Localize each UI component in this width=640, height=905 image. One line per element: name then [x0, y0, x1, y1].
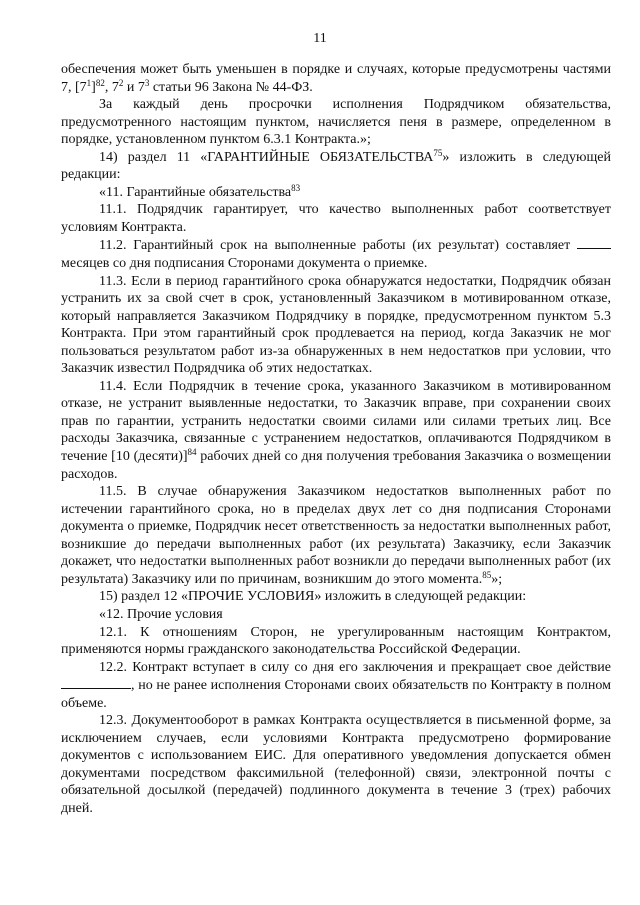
page-number: 11: [313, 31, 327, 46]
clause-11-4: 11.4. Если Подрядчик в течение срока, указанного Заказчиком в мотивированном отказе, не устранит выявленные недостатки, то Заказчик вправе, при сохранении своих прав по гарантии, устранить недостатки своими силами или силами третьих лиц. Все расходы Заказчика, связанные с устранением недостатков, оплачиваются Подрядчиком в течение [10 (десяти)]$^{84}$ рабочих дней со дня получения требования Заказчика о возмещении расходов.: [61, 378, 611, 482]
validity-term-blank: [61, 676, 131, 689]
clause-12-2: 12.2. Контракт вступает в силу со дня его заключения и прекращает свое действие , но не ранее исполнения Сторонами своих обязательств по Контракту в полном объеме.: [61, 659, 611, 711]
clause-11-1: 11.1. Подрядчик гарантирует, что качество выполненных работ соответствует условиям Контракта.: [61, 202, 611, 235]
document-body: [61, 61, 611, 818]
paragraph-penalty: За каждый день просрочки исполнения Подрядчиком обязательства, предусмотренного настоящим пунктом, начисляется пеня в размере, определенном в порядке, установленном пунктом 6.3.1 Контракта.»;: [61, 97, 611, 148]
paragraph-security-reduction: обеспечения может быть уменьшен в порядке и случаях, которые предусмотрены частями 7, $[7^1]^{82}$, $7^2$ и $7^3$ статьи 96 Закона № 44-ФЗ.: [61, 62, 611, 95]
paragraph-item-15: 15) раздел 12 «ПРОЧИЕ УСЛОВИЯ» изложить в следующей редакции:: [99, 589, 527, 605]
warranty-period-blank: [577, 236, 611, 249]
clause-12-3: 12.3. Документооборот в рамках Контракта осуществляется в письменной форме, за исключением случаев, если условиями Контракта предусмотрено формирование документов с использованием ЕИС. Для оперативного уведомления допускается обмен документами посредством факсимильной (телефонной) связи, электронной почты с обязательной досылкой (передачей) подлинного документа в течение 3 (трех) рабочих дней.: [61, 713, 611, 816]
section-12-heading: «12. Прочие условия: [99, 606, 223, 622]
section-11-heading: «11. Гарантийные обязательства$^{83}$: [99, 182, 301, 200]
clause-12-1: 12.1. К отношениям Сторон, не урегулированным настоящим Контрактом, применяются нормы гражданского законодательства Российской Федерации.: [61, 624, 611, 658]
paragraph-item-14: 14) раздел 11 «ГАРАНТИЙНЫЕ ОБЯЗАТЕЛЬСТВА$^{75}$» изложить в следующей редакции:: [61, 147, 611, 183]
clause-11-5: 11.5. В случае обнаружения Заказчиком недостатков выполненных работ по истечении гарантийного срока, но в пределах двух лет со дня подписания Сторонами документа о приемке, Подрядчик несет ответственность за недостатки выполненных работ, возникшие до передачи выполненных работ (их результата) Заказчику, если Заказчик докажет, что недостатки выполненных работ возникли до передачи выполненных работ (их результата) Заказчику или по причинам, возникшим до этого момента.$^{85}$»;: [61, 484, 611, 587]
clause-11-3: 11.3. Если в период гарантийного срока обнаружатся недостатки, Подрядчик обязан устранить их за свой счет в срок, установленный Заказчиком в мотивированном отказе, который направляется Заказчиком Подрядчику в порядке, предусмотренном пунктом 5.3 Контракта. При этом гарантийный срок продлевается на период, когда Заказчик не мог пользоваться результатом работ из-за обнаруженных в нем недостатков при условии, что Заказчик известил Подрядчика об этих недостатках.: [61, 273, 611, 377]
clause-11-2: 11.2. Гарантийный срок на выполненные работы (их результат) составляет месяцев со дня подписания Сторонами документа о приемке.: [61, 236, 611, 272]
